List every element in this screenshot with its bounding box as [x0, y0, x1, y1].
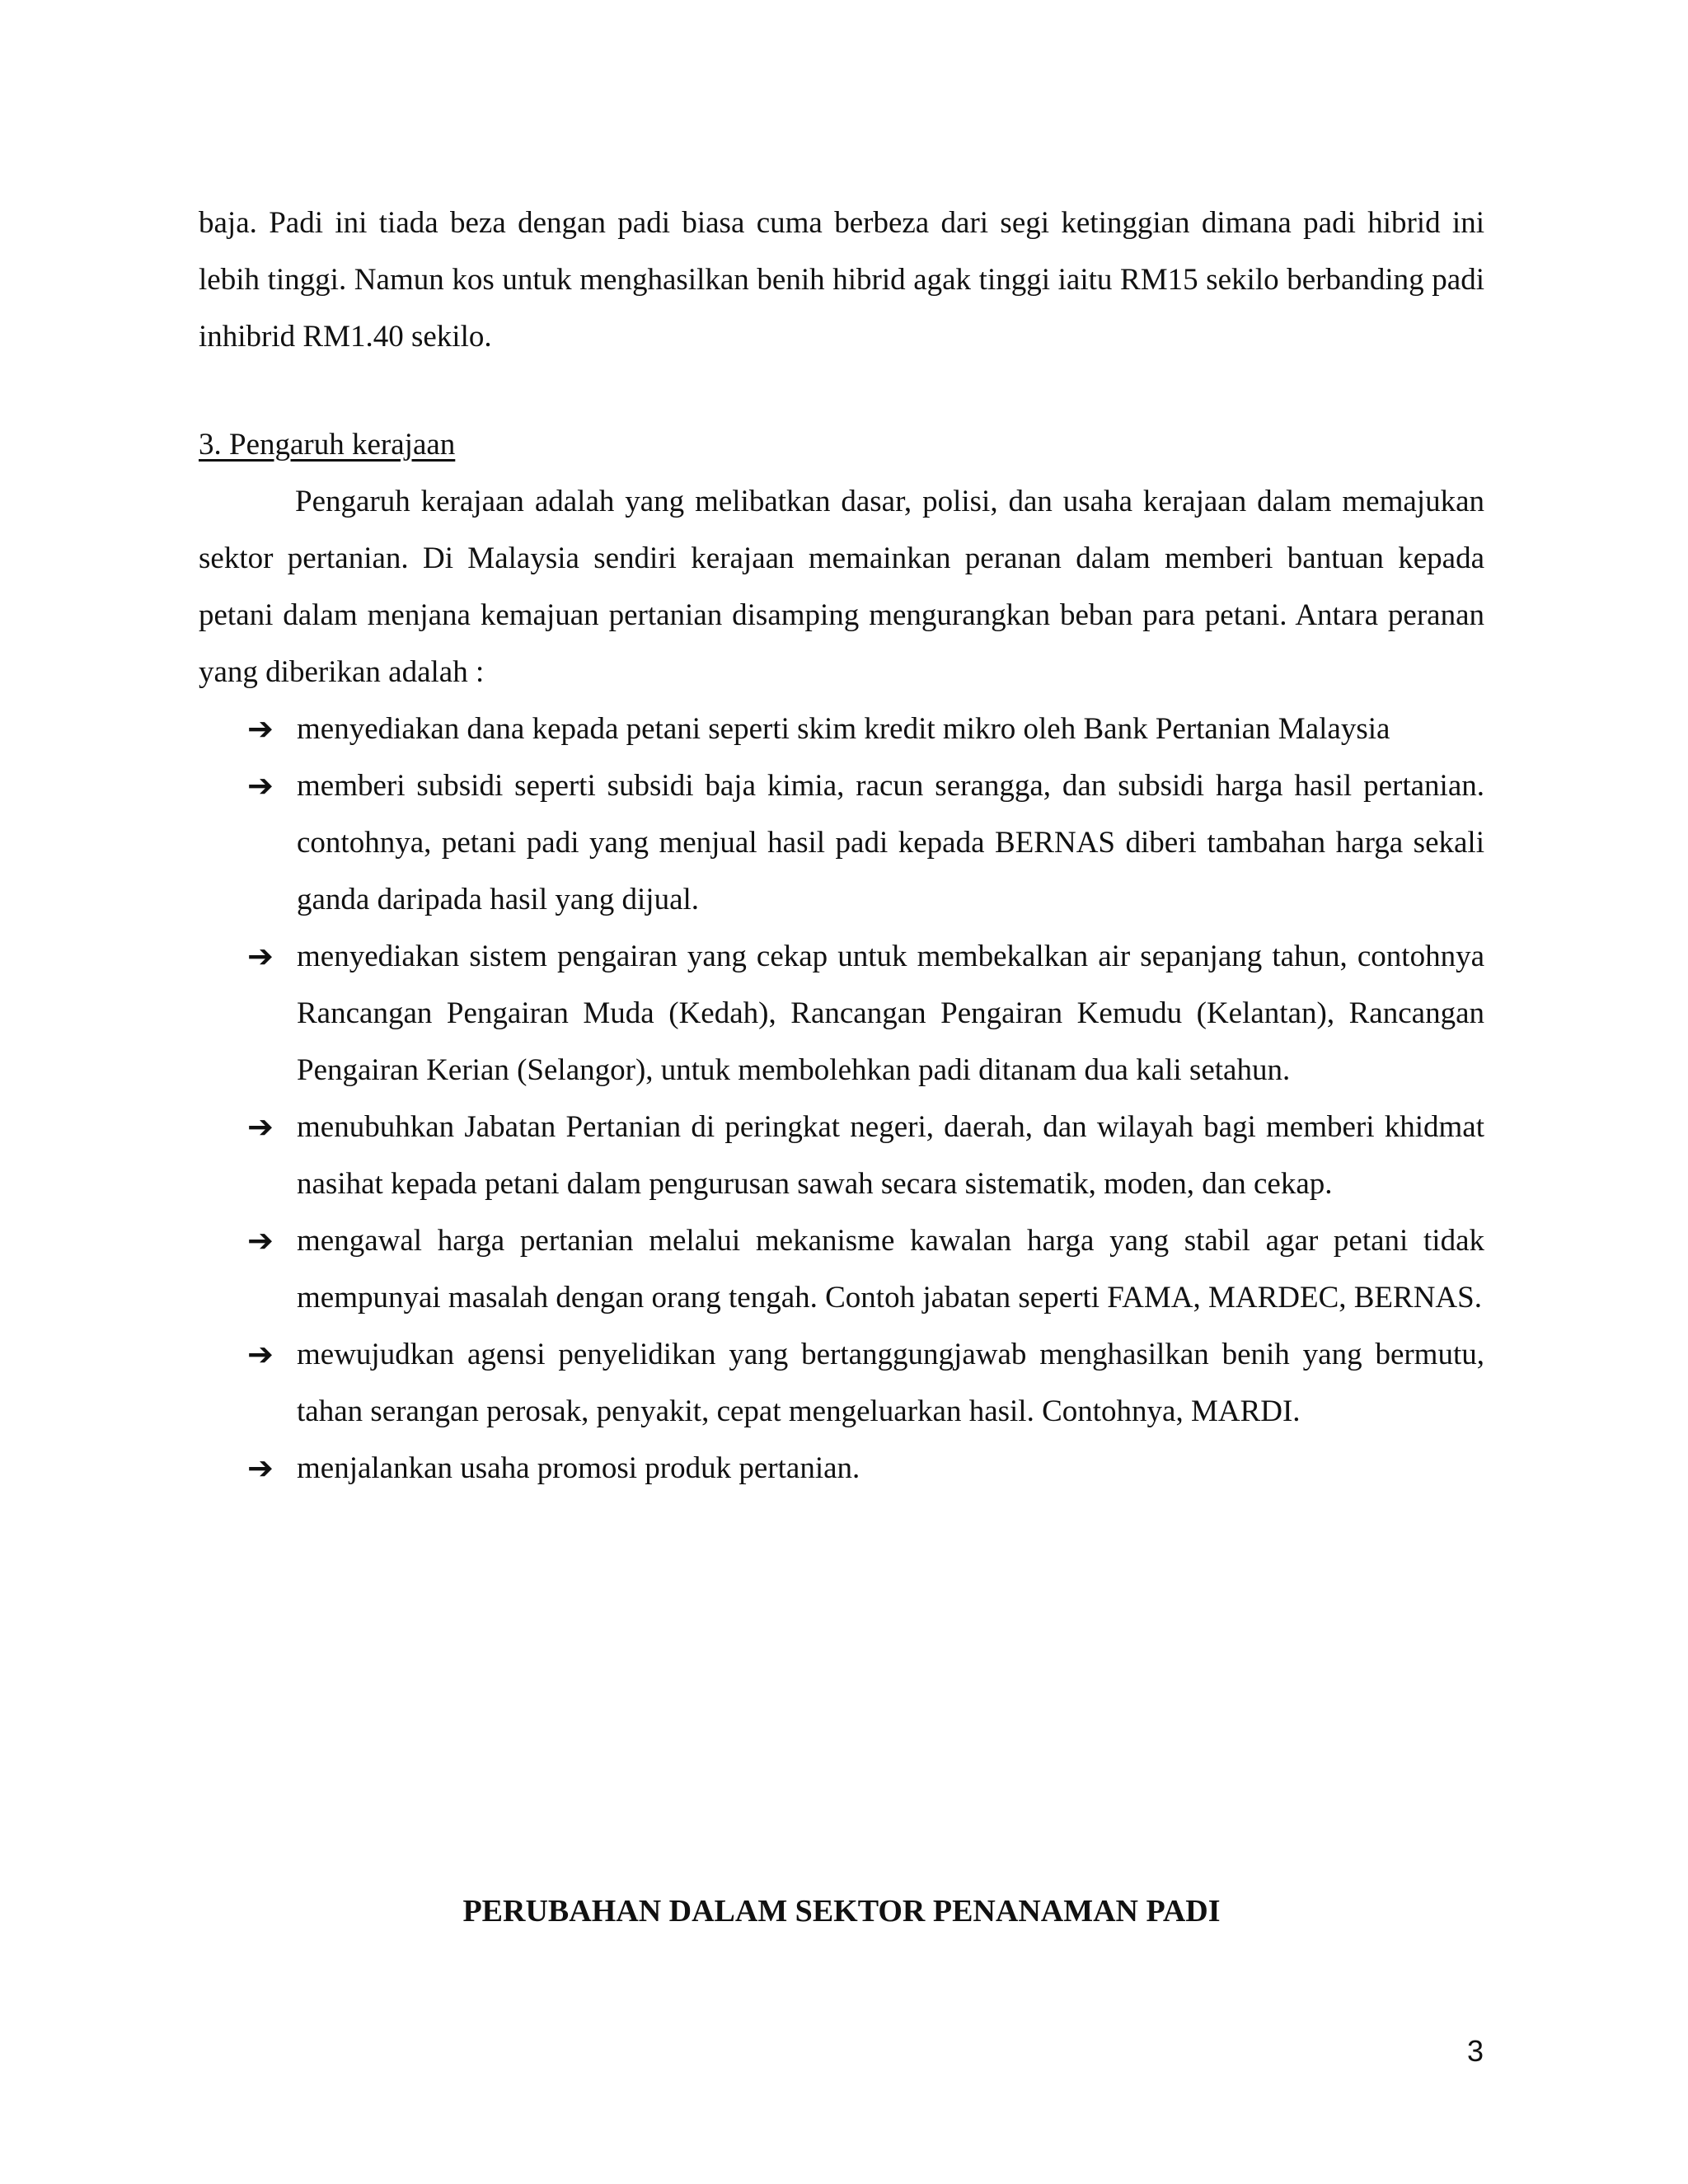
intro-paragraph: baja. Padi ini tiada beza dengan padi biasa cuma berbeza dari segi ketinggian dimana padi hibrid ini lebih tinggi. Namun kos untuk menghasilkan benih hibrid agak tinggi iaitu RM15 sekilo berbanding padi inhibrid RM1.40 sekilo.	[199, 206, 1484, 354]
list-item-text: mewujudkan agensi penyelidikan yang bertanggungjawab menghasilkan benih yang bermutu, tahan serangan perosak, penyakit, cepat mengeluarkan hasil. Contohnya, MARDI.	[297, 1338, 1484, 1428]
right-arrow-icon: ➔	[247, 767, 274, 804]
right-arrow-icon: ➔	[247, 1450, 274, 1486]
list-item-text: menjalankan usaha promosi produk pertanian.	[297, 1451, 860, 1485]
right-arrow-icon: ➔	[247, 1108, 274, 1145]
page-number: 3	[1466, 2034, 1484, 2068]
list-item	[199, 1326, 1484, 1440]
list-item-text: menyediakan dana kepada petani seperti skim kredit mikro oleh Bank Pertanian Malaysia	[297, 712, 1390, 746]
main-title: PERUBAHAN DALAM SEKTOR PENANAMAN PADI	[462, 1894, 1221, 1929]
list-item-text: memberi subsidi seperti subsidi baja kimia, racun serangga, dan subsidi harga hasil pertanian. contohnya, petani padi yang menjual hasil padi kepada BERNAS diberi tambahan harga sekali ganda daripada hasil yang dijual.	[297, 769, 1484, 916]
list-item-text: menubuhkan Jabatan Pertanian di peringkat negeri, daerah, dan wilayah bagi memberi khidmat nasihat kepada petani dalam pengurusan sawah secara sistematik, moden, dan cekap.	[297, 1110, 1484, 1201]
role-list	[199, 701, 1484, 1497]
right-arrow-icon: ➔	[247, 1336, 274, 1372]
list-item	[199, 701, 1484, 757]
list-item	[199, 1099, 1484, 1212]
list-item	[199, 1212, 1484, 1326]
page-content	[199, 194, 1484, 1497]
section-heading: 3. Pengaruh kerajaan	[199, 428, 456, 462]
right-arrow-icon: ➔	[247, 1222, 274, 1258]
right-arrow-icon: ➔	[247, 710, 274, 747]
right-arrow-icon: ➔	[247, 938, 274, 974]
list-item	[199, 757, 1484, 928]
list-item-text: mengawal harga pertanian melalui mekanisme kawalan harga yang stabil agar petani tidak mempunyai masalah dengan orang tengah. Contoh jabatan seperti FAMA, MARDEC, BERNAS.	[297, 1224, 1484, 1315]
section-paragraph: Pengaruh kerajaan adalah yang melibatkan dasar, polisi, dan usaha kerajaan dalam memajukan sektor pertanian. Di Malaysia sendiri kerajaan memainkan peranan dalam memberi bantuan kepada petani dalam menjana kemajuan pertanian disamping mengurangkan beban para petani. Antara peranan yang diberikan adalah :	[199, 485, 1484, 689]
list-item	[199, 1440, 1484, 1497]
list-item-text: menyediakan sistem pengairan yang cekap untuk membekalkan air sepanjang tahun, contohnya Rancangan Pengairan Muda (Kedah), Rancangan Pengairan Kemudu (Kelantan), Rancangan Pengairan Kerian (Selangor), untuk membolehkan padi ditanam dua kali setahun.	[297, 940, 1484, 1087]
list-item	[199, 928, 1484, 1099]
